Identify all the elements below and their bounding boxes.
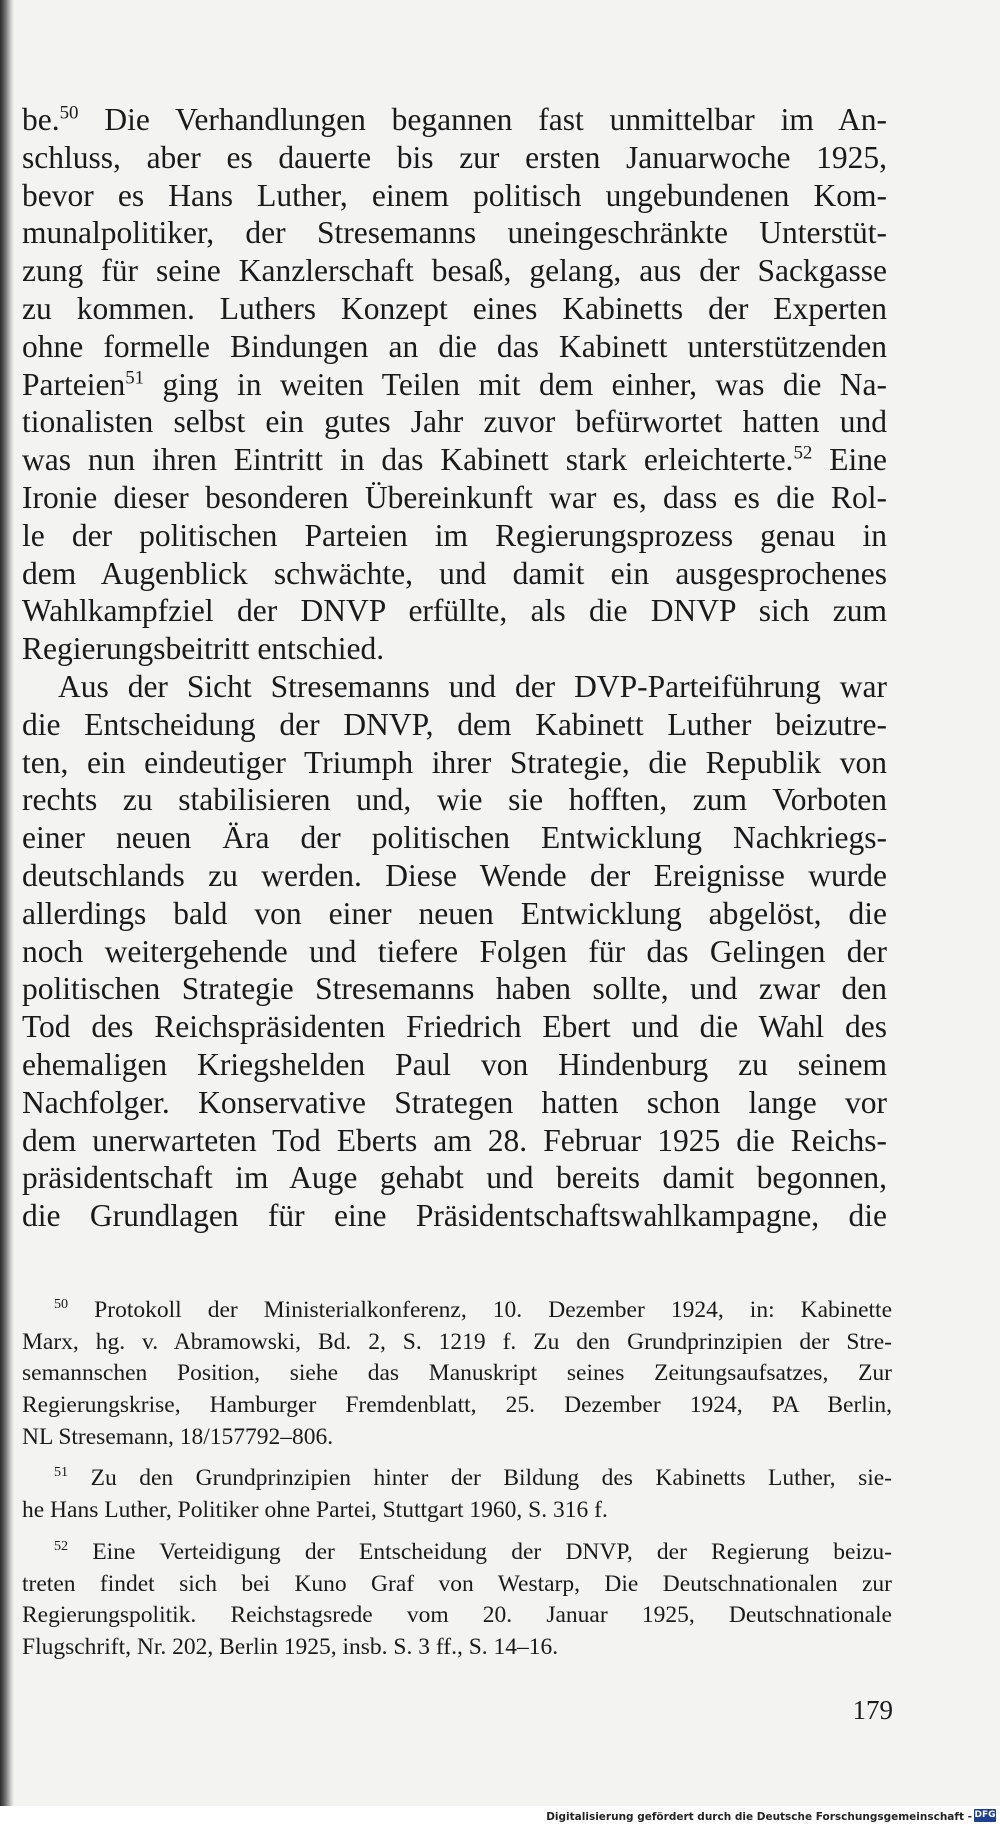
- text-line: Wahlkampfziel der DNVP erfüllte, als die DNVP sich zum: [22, 593, 887, 629]
- text-line: präsidentschaft im Auge gehabt und bereits damit begonnen,: [22, 1160, 887, 1196]
- text-line: le der politischen Parteien im Regierungsprozess genau in: [22, 517, 887, 553]
- text-line: deutschlands zu werden. Diese Wende der Ereignisse wurde: [22, 857, 887, 893]
- footnote-50: [22, 1295, 892, 1453]
- footnote-line: $^{50}$ Protokoll der Ministerialkonferenz, 10. Dezember 1924, in: Kabinette: [54, 1296, 892, 1323]
- text-line: zu kommen. Luthers Konzept eines Kabinetts der Experten: [22, 290, 887, 326]
- text-line: einer neuen Ära der politischen Entwicklung Nachkriegs-: [22, 820, 887, 856]
- book-binding-shadow: [0, 0, 14, 1828]
- footnote-line: NL Stresemann, 18/157792–806.: [22, 1423, 334, 1450]
- footnote-line: Marx, hg. v. Abramowski, Bd. 2, S. 1219 f. Zu den Grundprinzipien der Stre-: [22, 1328, 892, 1355]
- text-line: ohne formelle Bindungen an die das Kabinett unterstützenden: [22, 328, 887, 364]
- text-line: allerdings bald von einer neuen Entwicklung abgelöst, die: [22, 895, 887, 931]
- footnote-line: $^{52}$ Eine Verteidigung der Entscheidung der DNVP, der Regierung beizu-: [54, 1537, 892, 1565]
- dfg-logo: DFG: [974, 1810, 996, 1820]
- digitization-credit: Digitalisierung gefördert durch die Deutsche Forschungsgemeinschaft -: [546, 1811, 972, 1823]
- text-line: die Grundlagen für eine Präsidentschaftswahlkampagne, die: [22, 1198, 887, 1234]
- footnote-line: semannschen Position, siehe das Manuskript seines Zeitungsaufsatzes, Zur: [22, 1360, 892, 1387]
- text-line: was nun ihren Eintritt in das Kabinett stark erleichterte.$^{52}$ Eine: [22, 442, 887, 478]
- footnote-line: Regierungspolitik. Reichstagsrede vom 20. Januar 1925, Deutschnationale: [22, 1602, 892, 1629]
- text-line: bevor es Hans Luther, einem politisch ungebundenen Kom-: [22, 177, 887, 213]
- text-line: politischen Strategie Stresemanns haben sollte, und zwar den: [22, 971, 887, 1007]
- footnote-line: Regierungskrise, Hamburger Fremdenblatt, 25. Dezember 1924, PA Berlin,: [22, 1392, 892, 1419]
- footnote-51: [22, 1463, 892, 1526]
- main-text: [22, 101, 887, 1235]
- footnote-number: 50: [54, 1296, 69, 1313]
- text-line: Parteien$^{51}$ ging in weiten Teilen mit dem einher, was die Na-: [22, 366, 887, 402]
- text-line: be.$^{50}$ Die Verhandlungen begannen fast unmittelbar im An-: [22, 102, 887, 137]
- footnote-reference[interactable]: 50: [59, 102, 79, 124]
- text-line: munalpolitiker, der Stresemanns uneingeschränkte Unterstüt-: [22, 215, 887, 251]
- text-line: zung für seine Kanzlerschaft besaß, gelang, aus der Sackgasse: [22, 253, 887, 289]
- text-line: Ironie dieser besonderen Übereinkunft war es, dass es die Rol-: [22, 479, 887, 515]
- text-line: dem unerwarteten Tod Eberts am 28. Februar 1925 die Reichs-: [22, 1122, 887, 1158]
- page-number: 179: [852, 1695, 893, 1725]
- text-line: ten, ein eindeutiger Triumph ihrer Strategie, die Republik von: [22, 744, 887, 780]
- text-line: ehemaligen Kriegshelden Paul von Hindenburg zu seinem: [22, 1046, 887, 1082]
- footnote-line: he Hans Luther, Politiker ohne Partei, Stuttgart 1960, S. 316 f.: [22, 1497, 608, 1524]
- footnote-number: 51: [54, 1464, 69, 1481]
- text-line: noch weitergehende und tiefere Folgen für das Gelingen der: [22, 933, 887, 969]
- text-line: die Entscheidung der DNVP, dem Kabinett Luther beizutre-: [22, 706, 887, 742]
- text-line: Aus der Sicht Stresemanns und der DVP-Parteiführung war: [58, 668, 887, 704]
- footnote-52: [22, 1537, 892, 1664]
- text-line: schluss, aber es dauerte bis zur ersten Januarwoche 1925,: [22, 139, 887, 175]
- footnote-line: $^{51}$ Zu den Grundprinzipien hinter der Bildung des Kabinetts Luther, sie-: [54, 1464, 892, 1492]
- footnote-number: 52: [54, 1537, 69, 1554]
- text-line: Nachfolger. Konservative Strategen hatten schon lange vor: [22, 1084, 887, 1120]
- footnotes: [22, 1295, 892, 1664]
- footnote-line: Flugschrift, Nr. 202, Berlin 1925, insb. S. 3 ff., S. 14–16.: [22, 1633, 559, 1660]
- footnote-line: treten findet sich bei Kuno Graf von Westarp, Die Deutschnationalen zur: [22, 1570, 892, 1597]
- footnote-reference[interactable]: 52: [793, 442, 813, 464]
- text-line: rechts zu stabilisieren und, wie sie hofften, zum Vorboten: [22, 782, 887, 818]
- text-line: Regierungsbeitritt entschied.: [22, 631, 385, 667]
- text-line: dem Augenblick schwächte, und damit ein ausgesprochenes: [22, 555, 887, 591]
- text-line: Tod des Reichspräsidenten Friedrich Ebert und die Wahl des: [22, 1009, 887, 1045]
- text-line: tionalisten selbst ein gutes Jahr zuvor befürwortet hatten und: [22, 404, 887, 440]
- footnote-reference[interactable]: 51: [125, 367, 145, 389]
